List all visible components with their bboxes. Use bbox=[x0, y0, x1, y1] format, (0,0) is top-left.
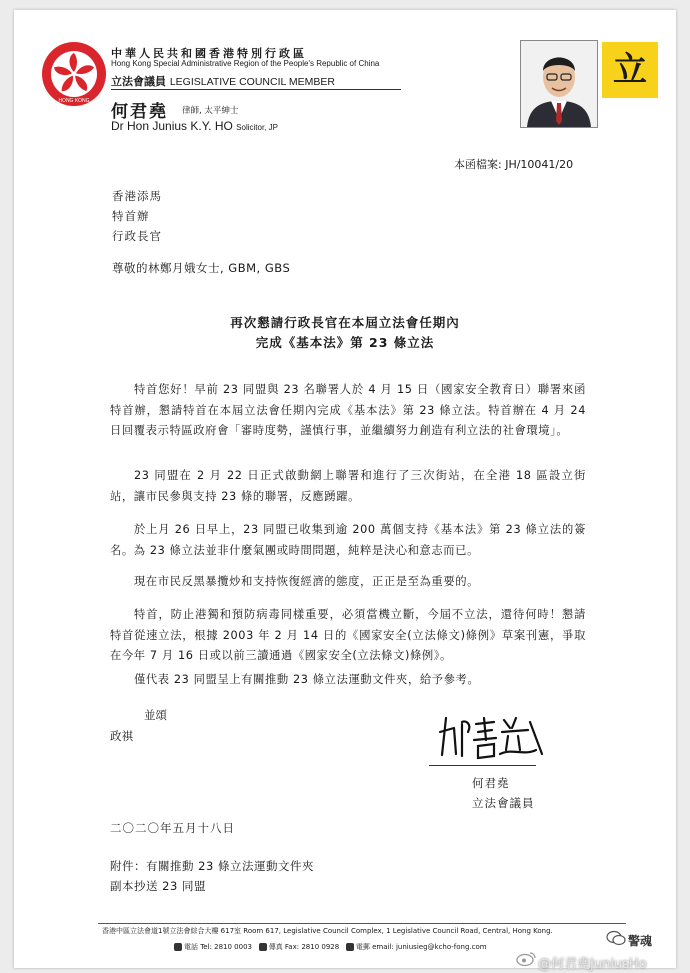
footer-phone: 電話 Tel: 2810 0003 bbox=[184, 943, 253, 951]
body-paragraph: 23 同盟在 2 月 22 日正式啟動網上聯署和進行了三次街站，在全港 18 區設立街站，讓市民參與支持 23 條的聯署，反應踴躍。 bbox=[110, 469, 586, 503]
signature-line bbox=[429, 765, 536, 766]
member-name-en bbox=[111, 119, 278, 133]
party-logo-char: 立 bbox=[613, 50, 647, 90]
handwritten-signature-icon bbox=[432, 710, 552, 765]
body-paragraph: 特首您好！早前 23 同盟與 23 名聯署人於 4 月 15 日（國家安全教育日）聯署來函特首辦，懇請特首在本屆立法會任期內完成《基本法》第 23 條立法。特首辦在 4 月 24 日回覆表示特區政府會「審時度勢，謹慎行事，並繼續努力創造有利立法的社會環境」。 bbox=[110, 383, 586, 437]
portrait-person-icon bbox=[521, 41, 597, 127]
body-paragraph: 僅代表 23 同盟呈上有關推動 23 條立法運動文件夾，給予參考。 bbox=[134, 673, 480, 686]
signer-title: 立法會議員 bbox=[472, 796, 535, 810]
subject-line: 完成《基本法》第 23 條立法 bbox=[255, 335, 435, 350]
footer-address: 香港中區立法會道1號立法會綜合大樓 617室 Room 617, Legislative Council Complex, 1 Legislative Council Road, Central, Hong Kong. bbox=[102, 927, 553, 935]
closing-line: 並頌 bbox=[144, 708, 167, 722]
footer-contact bbox=[174, 942, 487, 952]
weibo-icon bbox=[516, 951, 536, 967]
body-paragraph: 於上月 26 日早上，23 同盟已收集到逾 200 萬個支持《基本法》第 23 條立法的簽名。為 23 條立法並非什麼氣團或時間問題，純粹是決心和意志而已。 bbox=[110, 523, 586, 557]
member-honorific-en: Solicitor, JP bbox=[236, 123, 278, 132]
watermark-brand: 警魂 bbox=[628, 934, 653, 948]
phone-icon bbox=[174, 943, 182, 951]
letter-sheet bbox=[14, 10, 676, 968]
footer-divider bbox=[98, 923, 626, 924]
header-divider bbox=[111, 89, 401, 90]
recipient-line: 特首辦 bbox=[112, 209, 150, 223]
fax-icon bbox=[259, 943, 267, 951]
member-honorific-cn: 律師, 太平紳士 bbox=[182, 106, 239, 116]
body-paragraph: 特首，防止港獨和預防病毒同樣重要，必須當機立斷，今屆不立法，還待何時！懇請特首從速立法，根據 2003 年 2 月 14 日的《國家安全(立法條文)條例》草案刊憲，爭取在今年 7 月 16 日或以前三讀通過《國家安全(立法條文)條例》。 bbox=[110, 608, 586, 662]
watermark-text: @何君堯JuniusHo bbox=[538, 957, 647, 972]
wechat-icon bbox=[606, 930, 626, 946]
signer-name: 何君堯 bbox=[472, 776, 510, 790]
subject-line: 再次懇請行政長官在本屆立法會任期內 bbox=[230, 315, 460, 330]
party-logo bbox=[602, 42, 658, 98]
member-title-en: LEGISLATIVE COUNCIL MEMBER bbox=[169, 76, 335, 88]
member-name-cn: 何君堯 bbox=[111, 102, 168, 122]
member-title-cn: 立法會議員 bbox=[111, 75, 166, 88]
hksar-emblem-icon bbox=[40, 40, 108, 108]
gov-name-cn: 中華人民共和國香港特別行政區 bbox=[111, 47, 307, 60]
attachment-note: 附件：有關推動 23 條立法運動文件夾 bbox=[110, 859, 314, 873]
footer-fax: 傳真 Fax: 2810 0928 bbox=[268, 943, 340, 951]
body-paragraph: 現在市民反黑暴攬炒和支持恢復經濟的態度，正正是至為重要的。 bbox=[134, 575, 480, 588]
member-portrait bbox=[520, 40, 598, 128]
footer-email: 電郵 email: juniusieg@kcho-fong.com bbox=[355, 943, 487, 951]
member-name-en-text: Dr Hon Junius K.Y. HO bbox=[111, 119, 233, 133]
reference-number: 本函檔案: JH/10041/20 bbox=[454, 158, 574, 171]
salutation: 尊敬的林鄭月娥女士, GBM, GBS bbox=[112, 261, 291, 275]
gov-name-en: Hong Kong Special Administrative Region of the People's Republic of China bbox=[111, 59, 380, 68]
emblem-text: HONG KONG bbox=[58, 98, 90, 104]
email-icon bbox=[346, 943, 354, 951]
member-title bbox=[111, 73, 335, 89]
recipient-line: 香港添馬 bbox=[112, 189, 162, 203]
cc-note: 副本抄送 23 同盟 bbox=[110, 879, 206, 893]
letter-date: 二〇二〇年五月十八日 bbox=[110, 821, 235, 835]
recipient-line: 行政長官 bbox=[112, 229, 162, 243]
closing-line: 政祺 bbox=[110, 729, 133, 743]
